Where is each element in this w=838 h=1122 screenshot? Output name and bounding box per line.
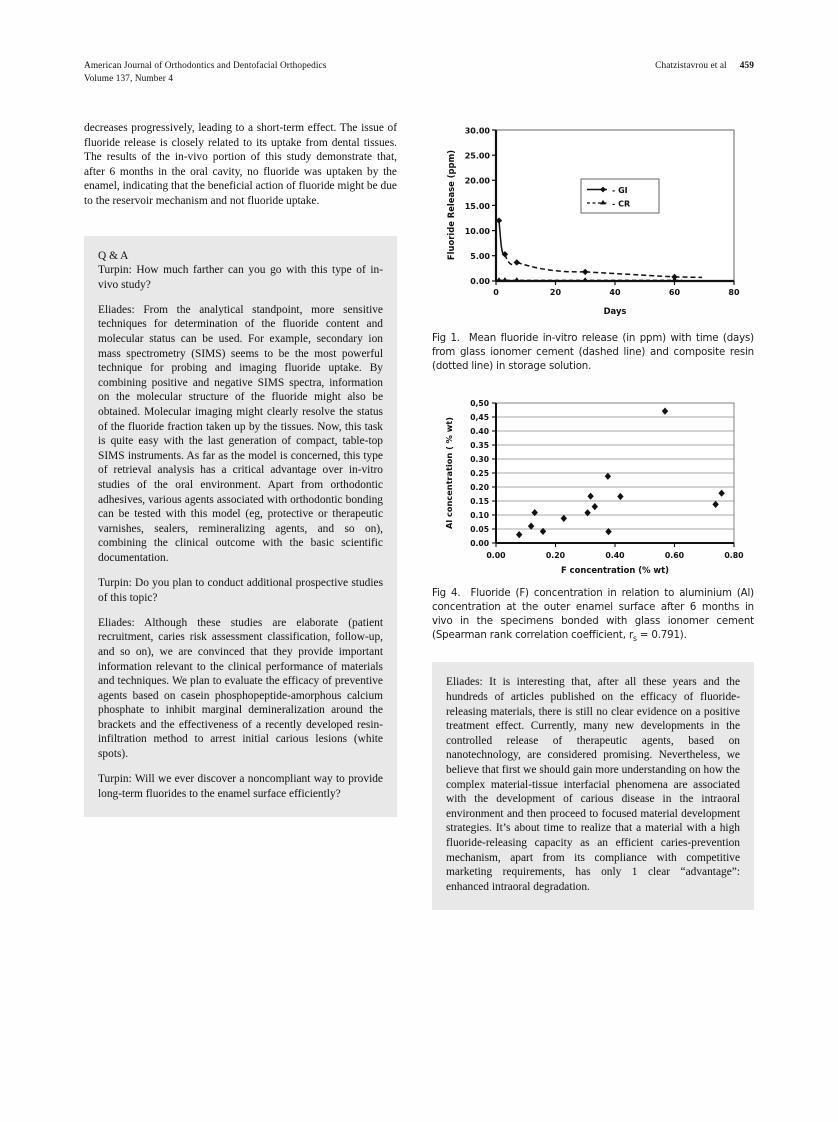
fig1-xlabel: Days: [603, 306, 627, 316]
figure-4-caption-label: Fig 4.: [432, 587, 461, 599]
svg-text:0.80: 0.80: [724, 550, 744, 560]
figure-1-caption-label: Fig 1.: [432, 333, 460, 344]
svg-text:0.05: 0.05: [470, 524, 489, 534]
right-column: [432, 118, 754, 910]
svg-text:0.10: 0.10: [470, 510, 489, 520]
fig4-xlabel: F concentration (% wt): [561, 564, 669, 575]
qa-answer-3: Eliades: It is interesting that, after all these years and the hundreds of articles published on the efficacy of fluoride-releasing materials, there is still no clear evidence on a positive treatment effect. Currently, many new developments in the controlled release of therapeutic agents, based on nanotechnology, are considered promising. Nevertheless, we believe that first we should gain more understanding on how the complex material-tissue interfacial phenomena are associated with the development of carious disease in the intraoral environment and then proceed to focused material development strategies. It’s about time to realize that a material with a high fluoride-releasing capacity as an efficient caries-prevention mechanism, apart from its compliance with competitive marketing requirements, has only 1 clear “advantage”: enhanced intraoral degradation.: [446, 676, 740, 893]
svg-text:10.00: 10.00: [464, 227, 490, 236]
fig1-legend: [581, 179, 659, 213]
svg-text:0.20: 0.20: [545, 550, 566, 560]
qa-question-1: Turpin: How much farther can you go with this type of in-vivo study?: [98, 264, 383, 291]
svg-text:0,50: 0,50: [470, 398, 489, 408]
journal-title: [84, 60, 326, 85]
svg-text:0.60: 0.60: [664, 550, 685, 560]
svg-text:0.25: 0.25: [470, 468, 489, 478]
svg-text:0.00: 0.00: [486, 550, 506, 560]
page-number: 459: [739, 61, 754, 71]
svg-text:60: 60: [668, 288, 681, 297]
figure-4-chart: [432, 393, 754, 578]
svg-text:0.20: 0.20: [470, 482, 489, 492]
svg-text:80: 80: [728, 288, 740, 297]
svg-text:0.40: 0.40: [470, 426, 489, 436]
svg-text:25.00: 25.00: [464, 151, 490, 161]
svg-text:20.00: 20.00: [464, 176, 490, 186]
figure-4: [432, 393, 754, 647]
qa-box-left: [84, 236, 397, 818]
figure-4-caption: [432, 587, 754, 647]
svg-text:0.00: 0.00: [470, 538, 489, 548]
article-authors: Chatzistavrou et al: [655, 61, 727, 71]
svg-text:30.00: 30.00: [464, 126, 490, 136]
fig1-legend-label-cr: - CR: [612, 199, 631, 209]
qa-question-3: Turpin: Will we ever discover a noncompliant way to provide long-term fluorides to the enamel surface efficiently?: [98, 773, 383, 800]
svg-text:40: 40: [609, 288, 621, 297]
svg-text:0.15: 0.15: [470, 496, 489, 506]
figure-1-caption-text: Mean fluoride in-vitro release (in ppm) with time (days) from glass ionomer cement (dashed line) and composite resin (dotted line) in storage solution.: [432, 333, 754, 373]
running-head-right: [655, 60, 754, 73]
svg-text:5.00: 5.00: [470, 252, 490, 262]
fig1-ylabel: Fluoride Release (ppm): [446, 149, 456, 261]
figure-4-stat: $r_s = 0.791$).: [628, 630, 687, 644]
svg-text:0.00: 0.00: [470, 277, 490, 287]
fig4-ylabel: Al concentration ( % wt): [444, 416, 454, 529]
running-head: [84, 60, 754, 85]
qa-box-right: [432, 662, 754, 910]
qa-heading: Q & A: [98, 249, 129, 262]
journal-title-line1: American Journal of Orthodontics and Dentofacial Orthopedics: [84, 61, 327, 71]
left-column: [84, 121, 397, 817]
svg-text:0: 0: [493, 288, 499, 297]
figure-1-caption: [432, 332, 754, 375]
fig1-legend-label-gi: - GI: [612, 185, 628, 195]
figure-4-caption-text: Fluoride (F) concentration in relation to aluminium (Al) concentration at the outer enamel surface after 6 months in vivo in the specimens bonded with glass ionomer cement (Spearman rank correlation coefficient,: [432, 587, 754, 642]
figure-1: [432, 118, 754, 375]
qa-answer-2: Eliades: Although these studies are elaborate (patient recruitment, caries risk assessment classification, follow-up, and so on), we are convinced that they provide important information relevant to the clinical performance of materials and techniques. We plan to evaluate the efficacy of preventive agents based on casein phosphopeptide-amorphous calcium phosphate to inhibit marginal demineralization around the brackets and the effectiveness of a recently developed resin-infiltration method to arrest initial carious lesions (white spots).: [98, 616, 383, 761]
journal-volume-line: Volume 137, Number 4: [84, 73, 174, 84]
svg-text:0.30: 0.30: [470, 454, 489, 464]
qa-question-2: Turpin: Do you plan to conduct additional prospective studies of this topic?: [98, 577, 383, 604]
fig1-svg: [432, 118, 754, 323]
svg-text:0.35: 0.35: [470, 440, 489, 450]
intro-paragraph: decreases progressively, leading to a short-term effect. The issue of fluoride release is closely related to its uptake from dental tissues. The results of the in-vivo portion of this study demonstrate that, after 6 months in the oral cavity, no fluoride was uptaken by the enamel, indicating that the beneficial action of fluoride might be due to the reservoir mechanism and not fluoride uptake.: [84, 122, 397, 207]
svg-text:0.40: 0.40: [605, 550, 625, 560]
svg-text:0,45: 0,45: [470, 412, 489, 422]
figure-1-chart: [432, 118, 754, 323]
qa-answer-1: Eliades: From the analytical standpoint, more sensitive techniques for determination of the fluoride content and molecular status can be used. For example, secondary ion mass spectrometry (SIMS) seems to be the most powerful technique for probing and imaging fluoride uptake. By combining positive and negative SIMS spectra, information on the molecular structure of the fluoride might also be obtained. Molecular imaging might clearly resolve the status of the fluoride fraction taken up by the tissues. Now, this task is quite easy with the last generation of compact, table-top SIMS instruments. As far as the model is concerned, this type of retrieval analysis has a critical advantage over in-vitro studies of the oral environment. Apart from orthodontic adhesives, various agents associated with orthodontic bonding can be tested with this model (eg, protective or therapeutic varnishes, sealers, remineralizing agents, and so on), combining the clinical outcome with the basic scientific documentation.: [98, 303, 383, 564]
svg-text:15.00: 15.00: [464, 201, 490, 211]
fig4-svg: [432, 393, 754, 578]
svg-text:20: 20: [549, 288, 562, 297]
